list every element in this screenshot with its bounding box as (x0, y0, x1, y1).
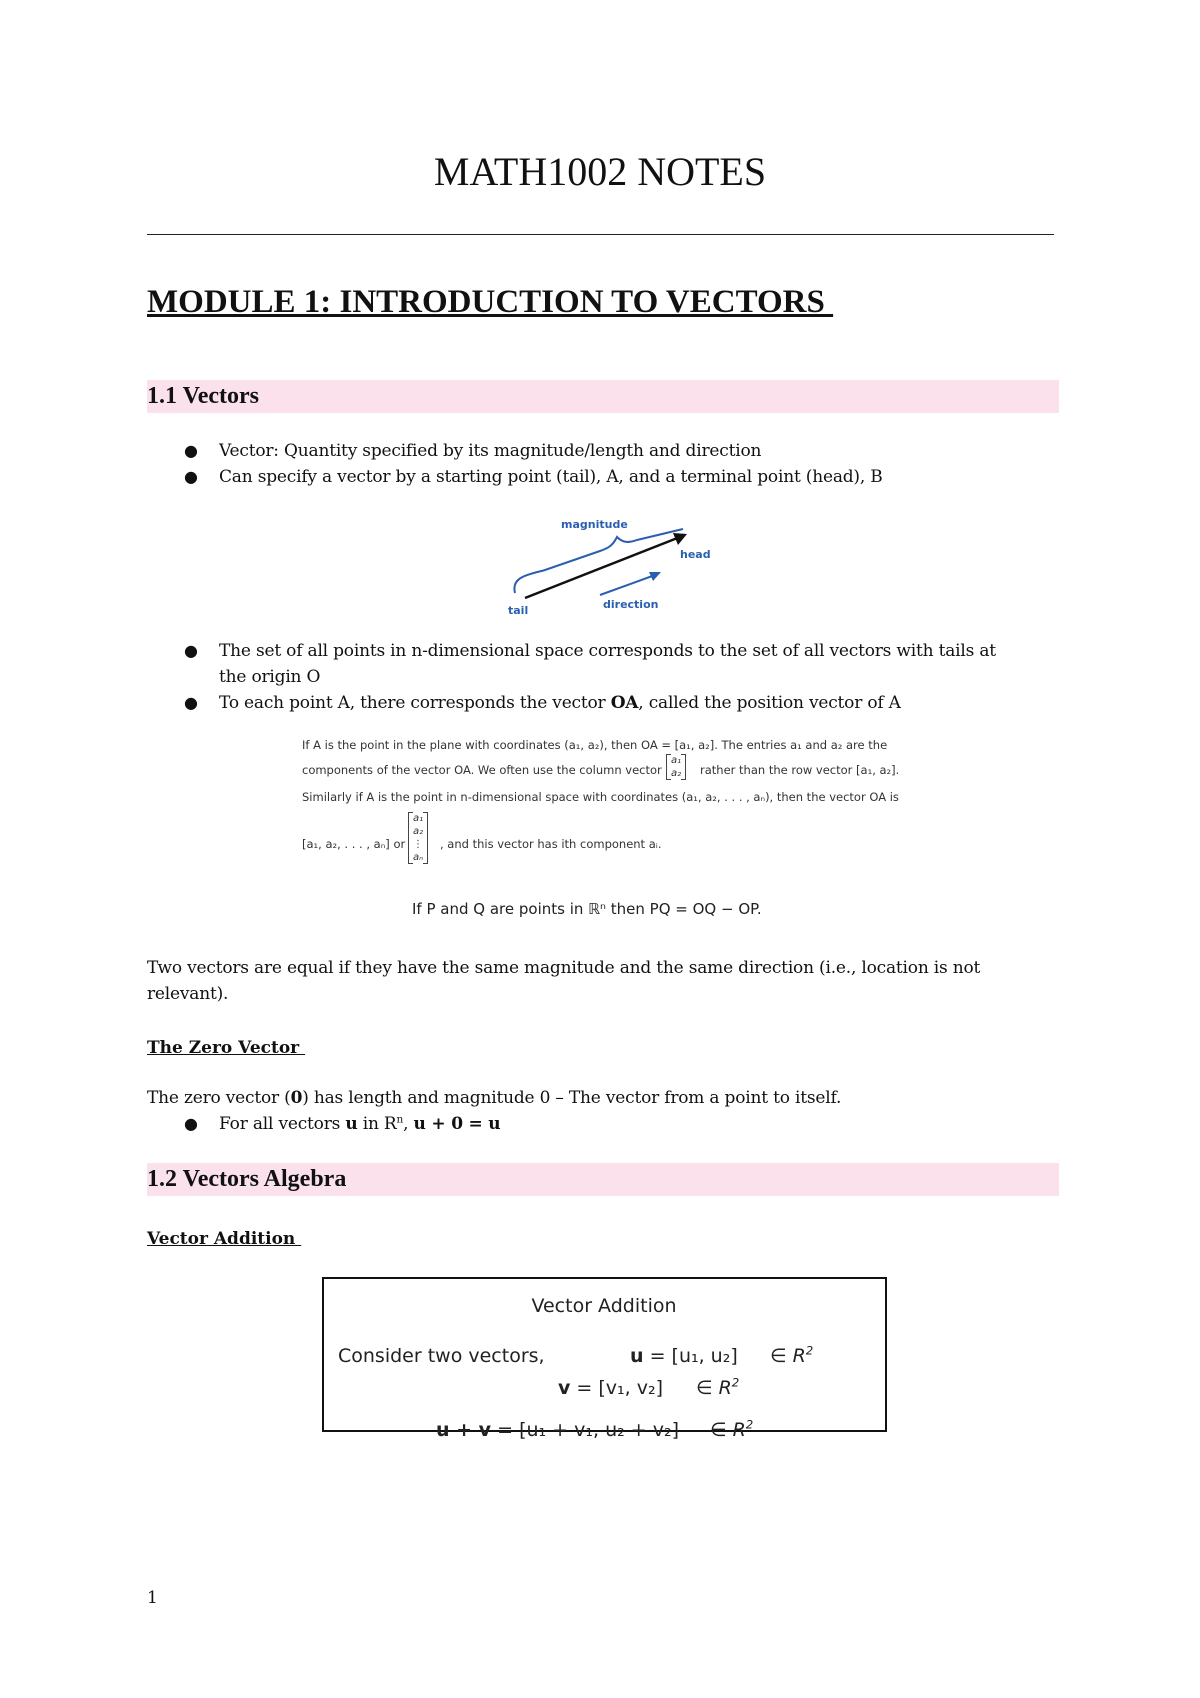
u-components: [u₁, u₂] (671, 1345, 738, 1367)
direction-label: direction (603, 598, 659, 611)
vector-definition-list (147, 438, 1057, 490)
components-line-1: If A is the point in the plane with coordinates (a₁, a₂), then OA = [a₁, a₂]. The entries a₁ and a₂ are the (302, 738, 888, 752)
v-symbol: v (558, 1377, 571, 1399)
dimension: 2 (731, 1375, 740, 1390)
bullet-icon: ● (184, 1114, 198, 1133)
zero-vector-text: The zero vector ( (147, 1088, 291, 1108)
equals-sign: = (643, 1345, 672, 1367)
list-item (147, 1111, 1057, 1137)
sum-membership (710, 1419, 753, 1441)
v-components: [v₁, v₂] (598, 1377, 664, 1399)
zero-vector-text: ) has length and magnitude 0 – The vector from a point to itself. (302, 1088, 842, 1108)
zero-vector-heading: The Zero Vector (147, 1038, 306, 1058)
position-vector-prefix: To each point A, there corresponds the vector (219, 693, 611, 713)
components-line-2b: rather than the row vector [a₁, a₂]. (700, 763, 900, 777)
tail-head-text: Can specify a vector by a starting point (tail), A, and a terminal point (head), B (219, 467, 883, 487)
sum-symbol: u + v (436, 1419, 492, 1441)
pq-difference-formula: If P and Q are points in ℝⁿ then PQ = OQ − OP. (412, 900, 762, 918)
column-vector-2 (666, 754, 686, 780)
zero-vector-list (147, 1111, 1057, 1137)
dimension: 2 (745, 1417, 754, 1432)
zero-identity-u: u (345, 1114, 358, 1134)
zero-vector-paragraph (147, 1085, 1052, 1111)
position-vector-symbol: OA (610, 693, 639, 713)
components-math-figure (302, 738, 922, 928)
zero-identity-formula: u + 0 = u (413, 1114, 501, 1134)
vector-arrow-line (525, 537, 680, 598)
bullet-icon: ● (184, 467, 198, 486)
column-entry: a₁ (413, 813, 424, 824)
components-line-3: Similarly if A is the point in n-dimensional space with coordinates (a₁, a₂, . . . , aₙ), then the vector OA is (302, 790, 899, 804)
list-item (147, 438, 1057, 464)
vector-diagram (505, 515, 730, 620)
box-consider-text: Consider two vectors, (338, 1345, 545, 1367)
list-item (147, 638, 1057, 690)
equal-vectors-paragraph: Two vectors are equal if they have the same magnitude and the same direction (i.e., location is not relevant). (147, 958, 981, 1004)
zero-identity-sup: n (396, 1113, 404, 1126)
position-vector-suffix: , called the position vector of A (638, 693, 901, 713)
member-symbol: ∈ R (710, 1419, 746, 1441)
magnitude-label: magnitude (561, 518, 628, 531)
member-symbol: ∈ R (696, 1377, 732, 1399)
zero-identity-prefix: For all vectors (219, 1114, 346, 1134)
vector-addition-heading: Vector Addition (147, 1229, 302, 1249)
list-item (147, 690, 1057, 716)
zero-identity-comma: , (403, 1114, 414, 1134)
point-space-line2: the origin O (219, 667, 321, 687)
bullet-icon: ● (184, 441, 198, 460)
column-vector-n (408, 812, 428, 864)
u-symbol: u (630, 1345, 644, 1367)
v-membership (696, 1377, 739, 1399)
tail-label: tail (508, 604, 529, 617)
u-membership (770, 1345, 813, 1367)
bullet-icon: ● (184, 693, 198, 712)
column-entry: ⋮ (413, 839, 423, 850)
point-space-line1: The set of all points in n-dimensional space corresponds to the set of all vectors with tails at (219, 641, 996, 661)
u-definition (630, 1345, 738, 1367)
sum-definition (436, 1419, 679, 1441)
box-title: Vector Addition (531, 1295, 677, 1317)
dimension: 2 (805, 1343, 814, 1358)
equals-sign: = (570, 1377, 599, 1399)
column-entry: aₙ (413, 852, 424, 863)
position-vector-list (147, 638, 1057, 716)
column-entry: a₂ (671, 768, 682, 779)
magnitude-brace (514, 529, 683, 593)
title-divider (147, 234, 1054, 235)
vector-definition-text: Vector: Quantity specified by its magnitude/length and direction (219, 441, 762, 461)
zero-identity-in: in R (357, 1114, 397, 1134)
equals-sign: = (491, 1419, 520, 1441)
module-heading: MODULE 1: INTRODUCTION TO VECTORS (147, 284, 834, 320)
column-entry: a₁ (671, 755, 682, 766)
components-line-2a: components of the vector OA. We often use the column vector (302, 763, 662, 777)
sum-components: [u₁ + v₁, u₂ + v₂] (519, 1419, 680, 1441)
page-number: 1 (147, 1588, 158, 1608)
member-symbol: ∈ R (770, 1345, 806, 1367)
head-label: head (680, 548, 711, 561)
section-1-1-title: 1.1 Vectors (147, 383, 259, 409)
list-item (147, 464, 1057, 490)
components-line-4b: , and this vector has ith component aᵢ. (440, 837, 662, 851)
column-entry: a₂ (413, 826, 424, 837)
direction-arrow-line (600, 575, 655, 595)
section-1-1-highlight (147, 380, 1059, 413)
section-1-2-title: 1.2 Vectors Algebra (147, 1166, 347, 1192)
zero-vector-symbol: 0 (290, 1088, 303, 1108)
v-definition (558, 1377, 663, 1399)
components-line-4a: [a₁, a₂, . . . , aₙ] or (302, 837, 406, 851)
bullet-icon: ● (184, 641, 198, 660)
vector-addition-box (322, 1277, 887, 1441)
document-title: MATH1002 NOTES (433, 149, 767, 194)
